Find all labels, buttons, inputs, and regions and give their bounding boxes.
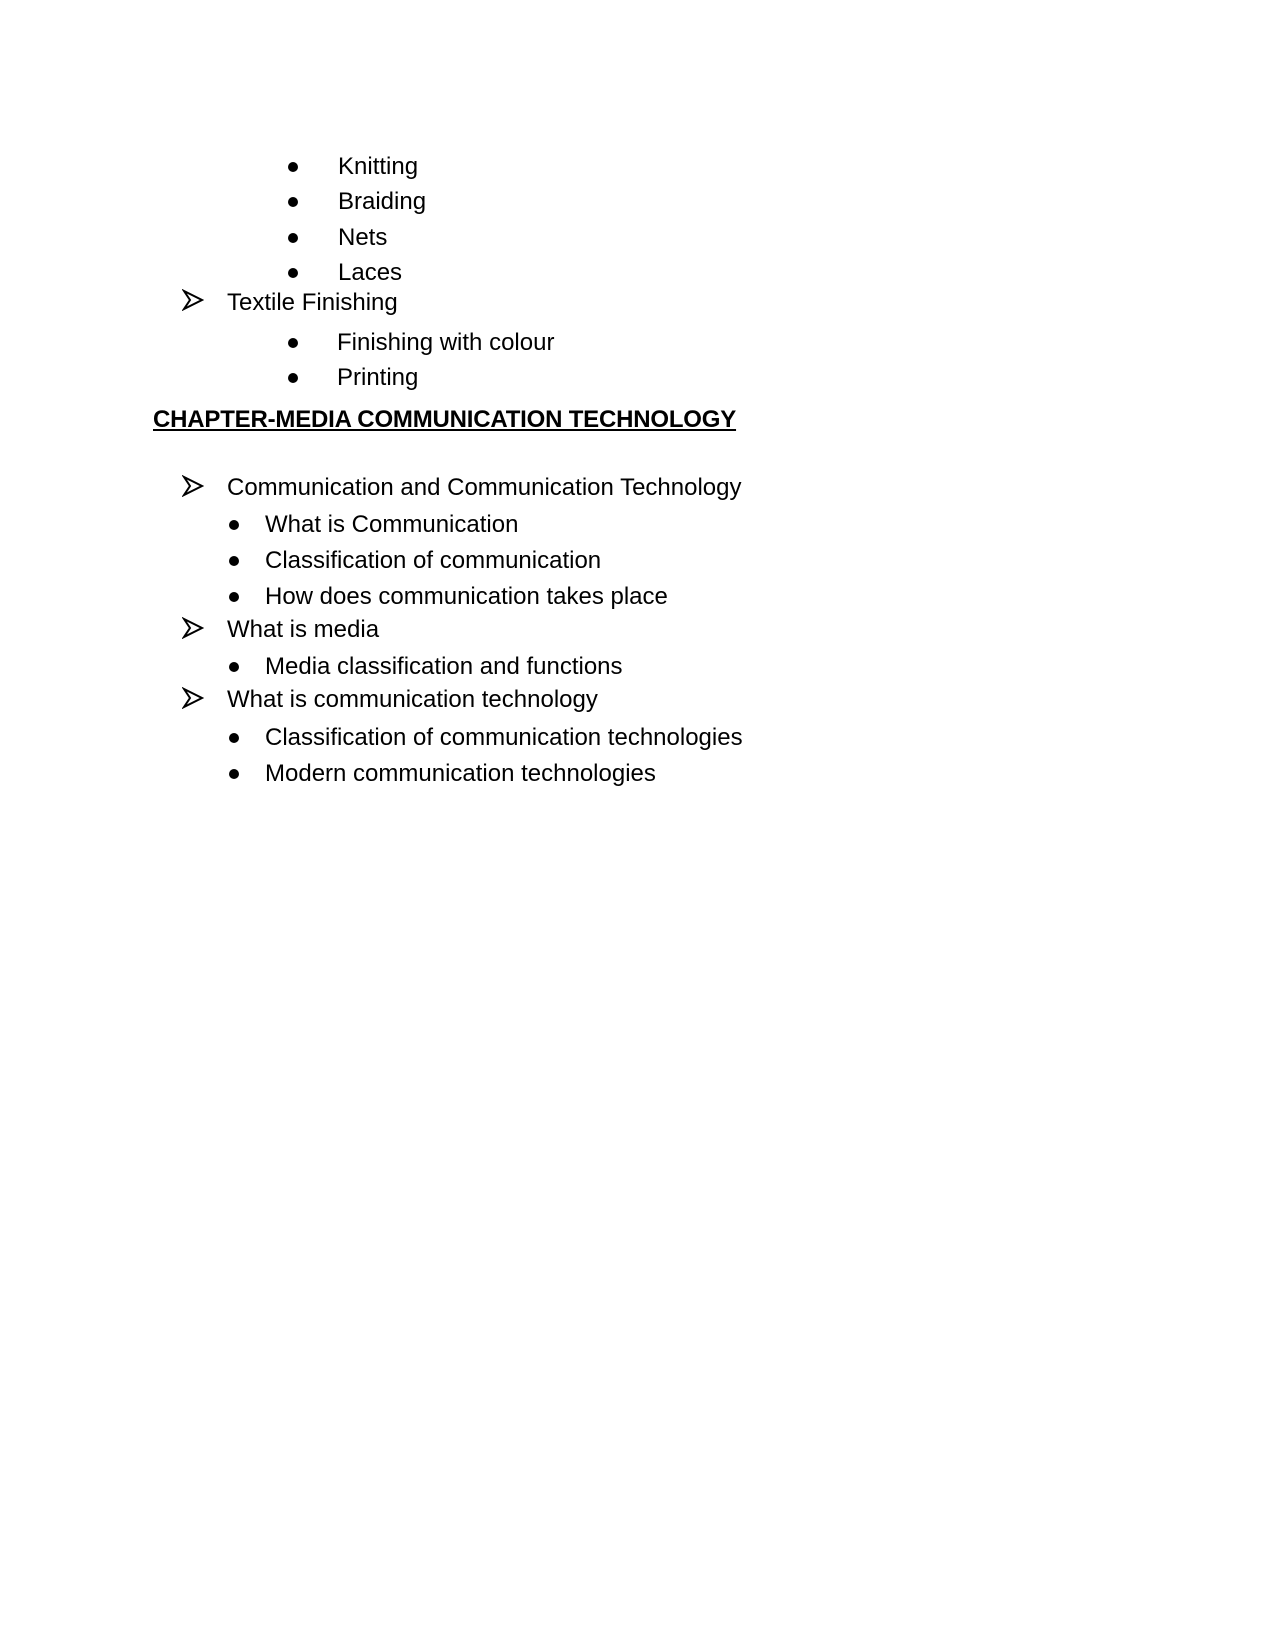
bullet-dot-icon xyxy=(229,769,239,779)
list-item: Nets xyxy=(338,224,388,251)
bullet-dot-icon xyxy=(288,233,298,243)
topic-label: Textile Finishing xyxy=(227,289,398,316)
arrow-bullet-icon xyxy=(182,687,204,709)
bullet-dot-icon xyxy=(288,197,298,207)
bullet-dot-icon xyxy=(229,662,239,672)
arrow-bullet-icon xyxy=(182,617,204,639)
list-item: Classification of communication xyxy=(265,547,602,574)
list-item: Knitting xyxy=(338,153,419,180)
list-item: Laces xyxy=(338,259,403,286)
list-item: Printing xyxy=(337,364,419,391)
bullet-dot-icon xyxy=(229,592,239,602)
list-item: What is Communication xyxy=(265,511,519,538)
list-item: Braiding xyxy=(338,188,427,215)
bullet-dot-icon xyxy=(288,373,298,383)
bullet-dot-icon xyxy=(229,520,239,530)
arrow-bullet-icon xyxy=(182,475,204,497)
topic-label: What is media xyxy=(227,616,380,643)
bullet-dot-icon xyxy=(288,268,298,278)
bullet-dot-icon xyxy=(229,733,239,743)
list-item: Modern communication technologies xyxy=(265,760,656,787)
list-item: How does communication takes place xyxy=(265,583,668,610)
topic-label: Communication and Communication Technology xyxy=(227,474,742,501)
list-item: Classification of communication technologies xyxy=(265,724,743,751)
chapter-heading: CHAPTER-MEDIA COMMUNICATION TECHNOLOGY xyxy=(153,406,737,433)
list-item: Media classification and functions xyxy=(265,653,623,680)
topic-label: What is communication technology xyxy=(227,686,598,713)
bullet-dot-icon xyxy=(288,162,298,172)
list-item: Finishing with colour xyxy=(337,329,555,356)
bullet-dot-icon xyxy=(288,338,298,348)
arrow-bullet-icon xyxy=(182,289,204,311)
bullet-dot-icon xyxy=(229,556,239,566)
